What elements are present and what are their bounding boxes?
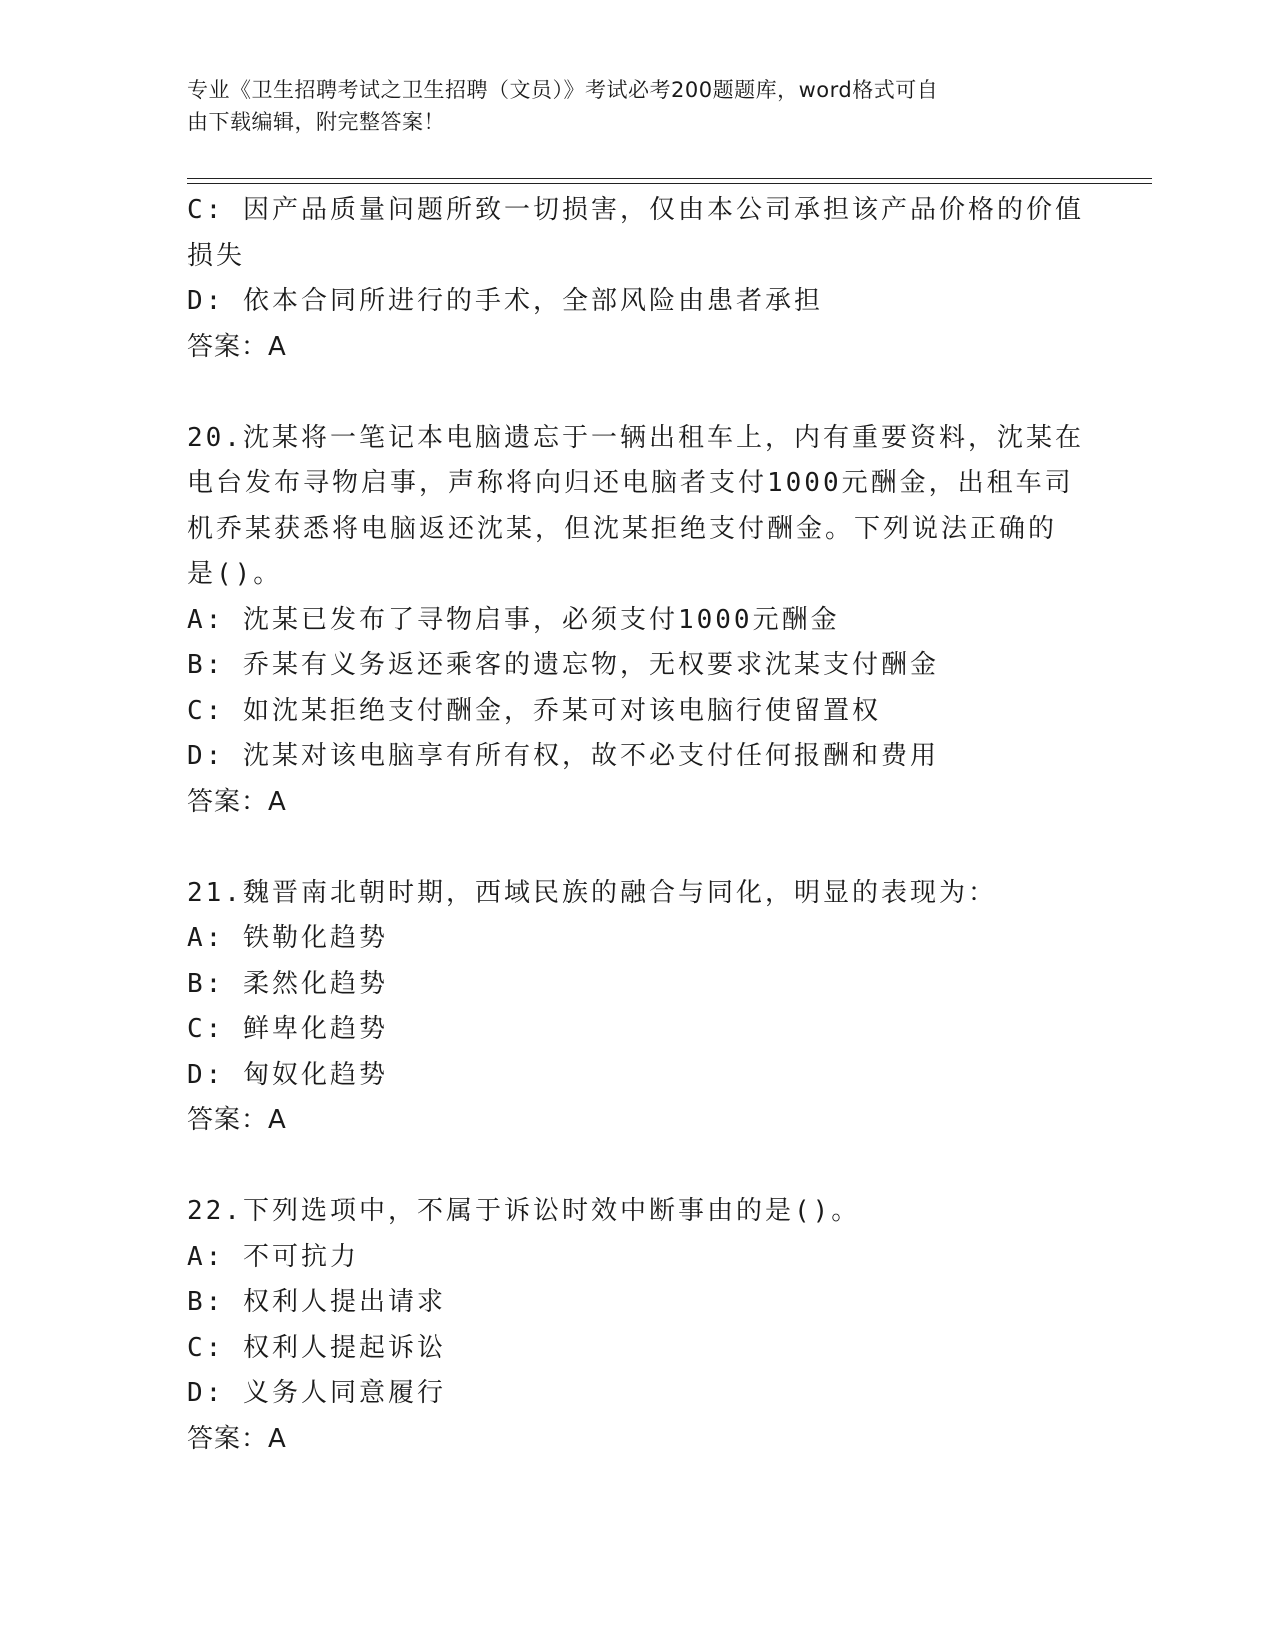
previous-question-tail <box>187 188 1087 370</box>
option-c: C: 权利人提起诉讼 <box>187 1332 446 1363</box>
option-b: B: 权利人提出请求 <box>187 1287 446 1317</box>
option-b: B: 乔某有义务返还乘客的遗忘物，无权要求沈某支付酬金 <box>187 650 939 680</box>
question-stem: 21.魏晋南北朝时期，西域民族的融合与同化，明显的表现为： <box>187 877 997 908</box>
option-a: A: 不可抗力 <box>187 1241 359 1272</box>
header-line-2: 由下载编辑，附完整答案！ <box>187 110 445 134</box>
answer-line: 答案：A <box>187 1423 287 1454</box>
question-stem: 机乔某获悉将电脑返还沈某，但沈某拒绝支付酬金。下列说法正确的 <box>187 513 1058 544</box>
option-c: C: 鲜卑化趋势 <box>187 1014 388 1044</box>
option-d: D: 匈奴化趋势 <box>187 1059 388 1090</box>
option-b: B: 柔然化趋势 <box>187 968 388 999</box>
header-line-1: 专业《卫生招聘考试之卫生招聘（文员）》考试必考200题题库，word格式可自 <box>187 78 939 102</box>
question-22 <box>187 1189 1087 1462</box>
question-stem: 20.沈某将一笔记本电脑遗忘于一辆出租车上，内有重要资料，沈某在 <box>187 422 1084 453</box>
document-body <box>187 188 1087 1462</box>
header-divider-bottom <box>187 183 1152 184</box>
option-a: A: 铁勒化趋势 <box>187 923 388 953</box>
question-20 <box>187 416 1087 826</box>
option-c: C: 因产品质量问题所致一切损害，仅由本公司承担该产品价格的价值 <box>187 195 1084 225</box>
answer-line: 答案：A <box>187 786 287 817</box>
answer-line: 答案：A <box>187 331 287 362</box>
answer-line: 答案：A <box>187 1105 287 1135</box>
question-stem: 22.下列选项中，不属于诉讼时效中断事由的是()。 <box>187 1196 861 1226</box>
document-header <box>187 74 1067 138</box>
option-c-continued: 损失 <box>187 240 246 271</box>
option-c: C: 如沈某拒绝支付酬金，乔某可对该电脑行使留置权 <box>187 695 881 726</box>
question-stem: 是()。 <box>187 559 283 589</box>
option-d: D: 义务人同意履行 <box>187 1378 446 1408</box>
question-stem: 电台发布寻物启事，声称将向归还电脑者支付1000元酬金，出租车司 <box>187 468 1074 498</box>
option-d: D: 依本合同所进行的手术，全部风险由患者承担 <box>187 286 823 316</box>
option-d: D: 沈某对该电脑享有所有权，故不必支付任何报酬和费用 <box>187 741 939 771</box>
header-divider-top <box>187 178 1152 179</box>
option-a: A: 沈某已发布了寻物启事，必须支付1000元酬金 <box>187 604 840 635</box>
question-21 <box>187 871 1087 1144</box>
